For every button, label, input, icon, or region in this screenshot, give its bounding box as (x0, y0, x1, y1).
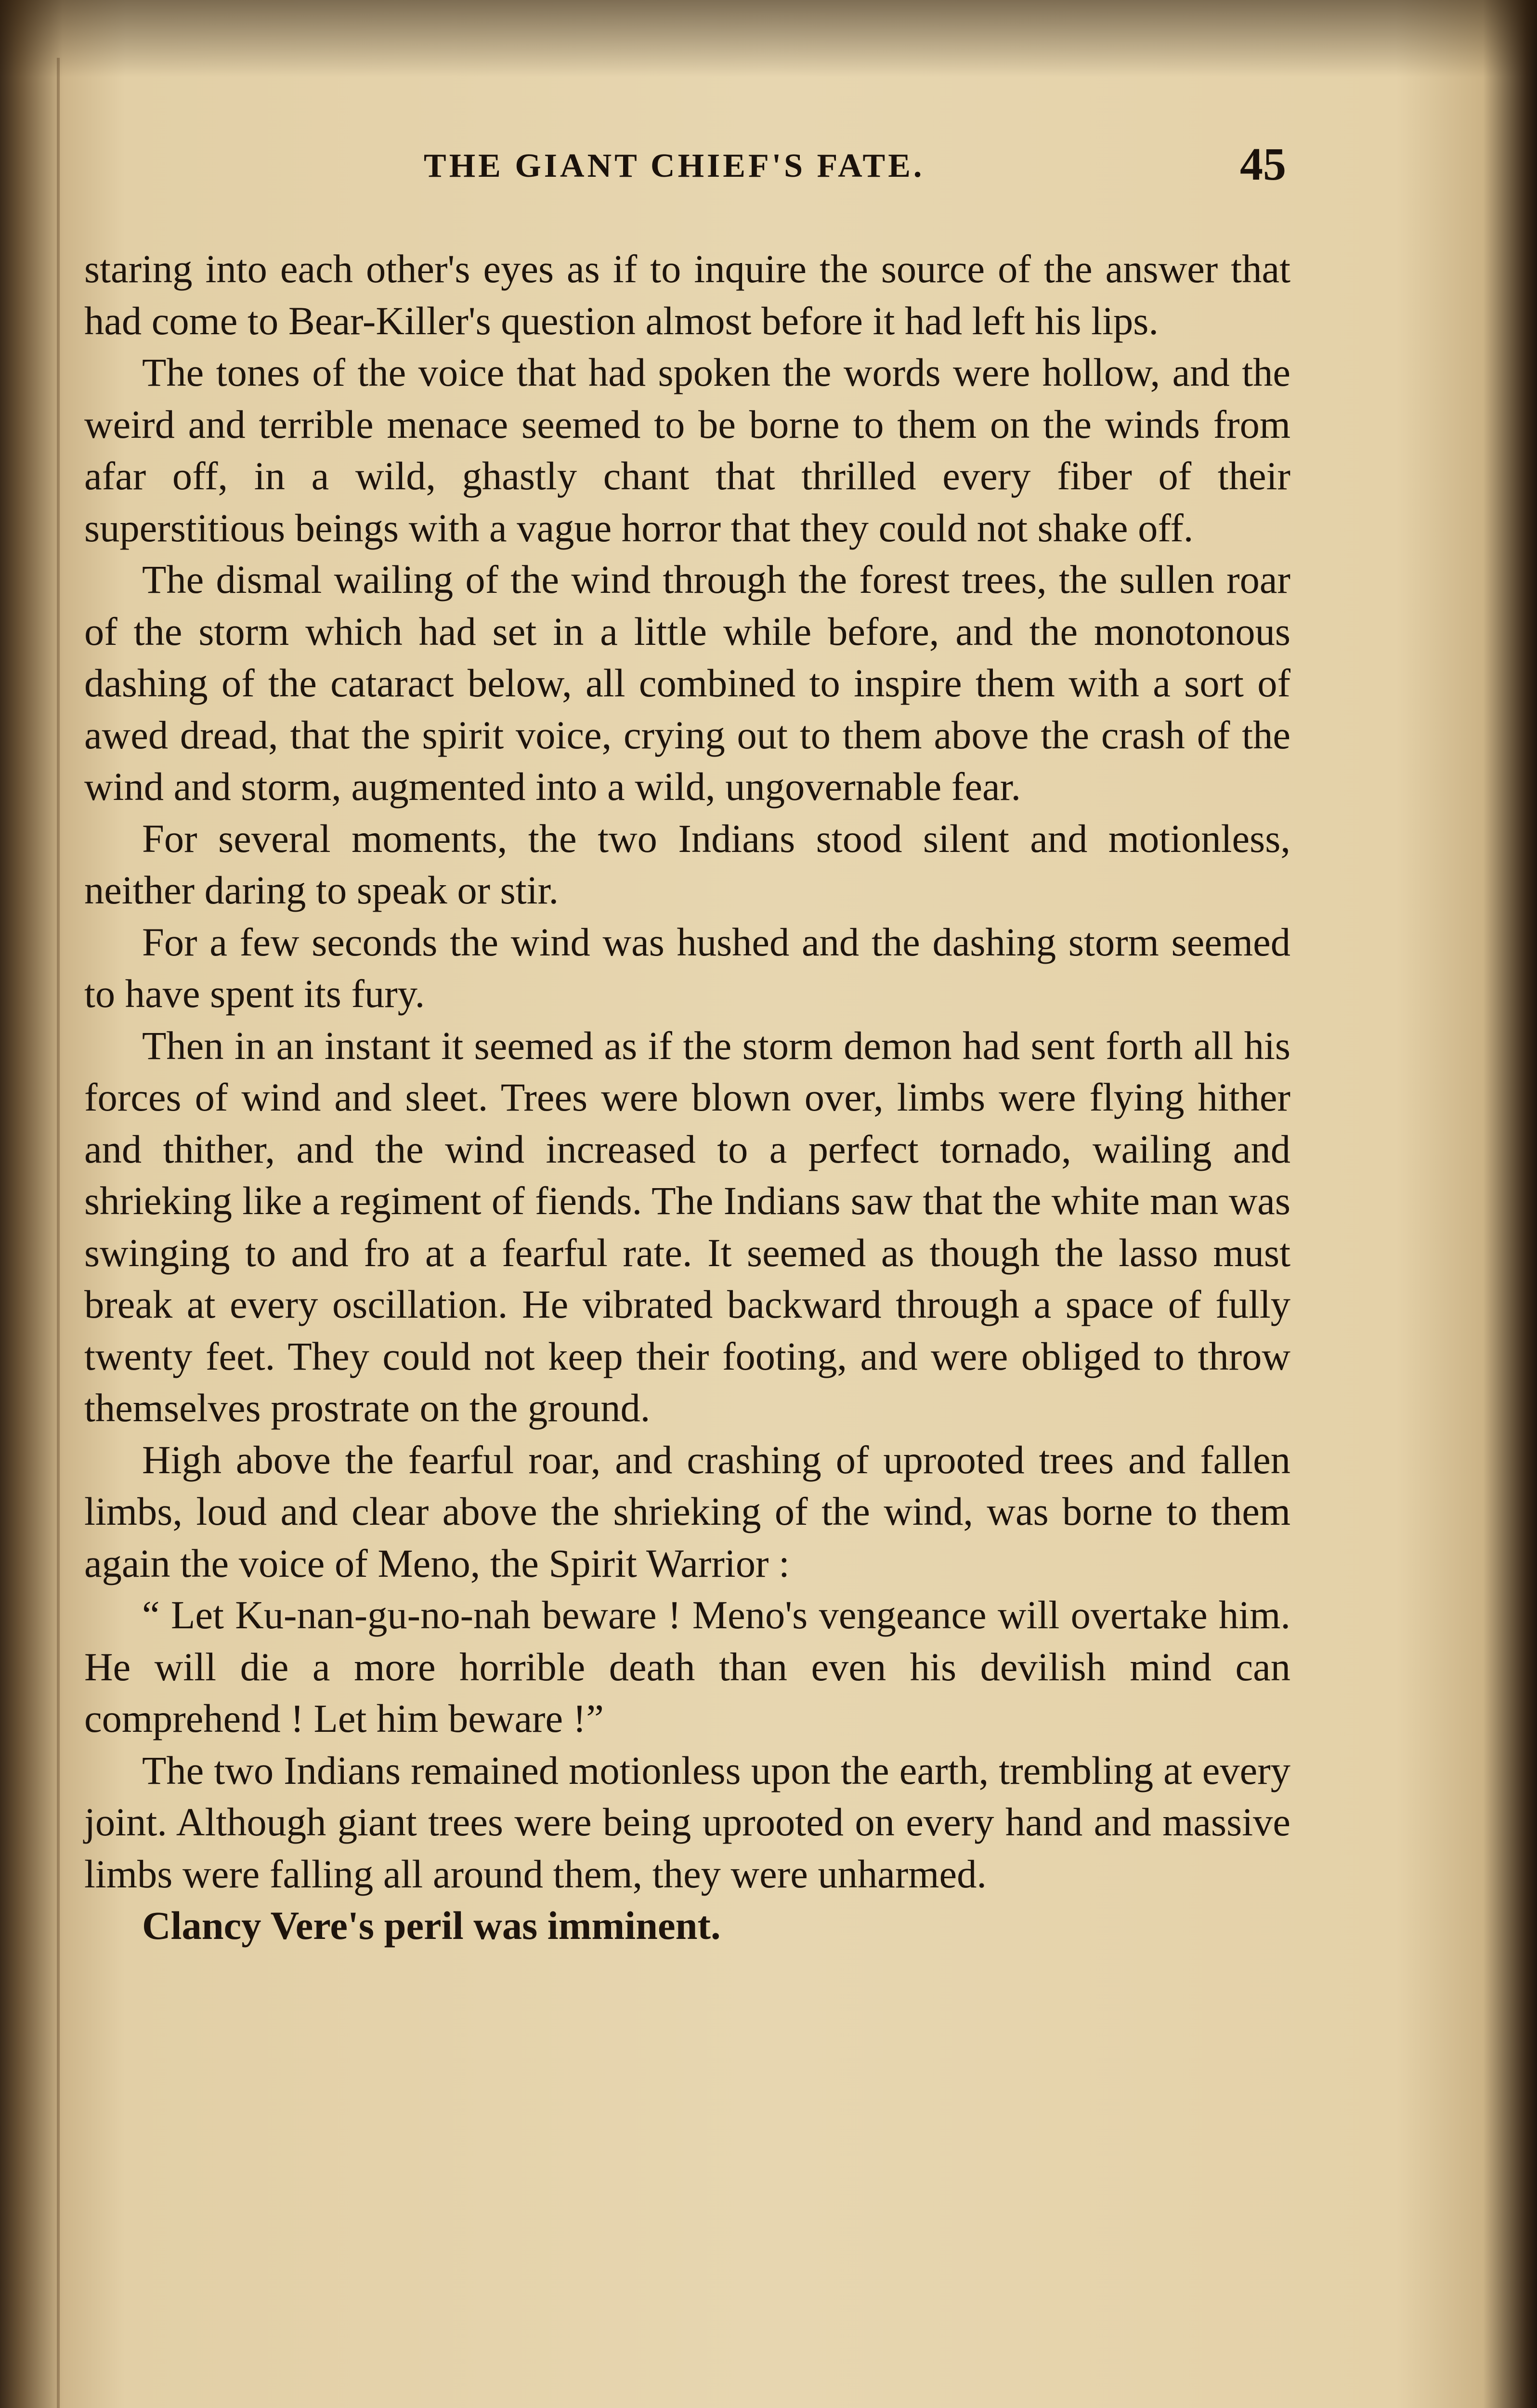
page-edge-shadow-top (0, 0, 1537, 77)
paragraph-6: Then in an instant it seemed as if the storm demon had sent forth all his forces of wind and sleet. Trees were blown over, limbs were flying hither and thither, and the wind increased to a perfect tornado, wailing and shrieking like a regiment of fiends. The Indians saw that the white man was swinging to and fro at a fearful rate. It seemed as though the lasso must break at every oscillation. He vibrated backward through a space of fully twenty feet. They could not keep their footing, and were obliged to throw themselves prostrate on the ground. (84, 1023, 1290, 1430)
paragraph-5: For a few seconds the wind was hushed and the dashing storm seemed to have spent its fury. (84, 919, 1290, 1016)
paragraph-7: High above the fearful roar, and crashing of uprooted trees and fallen limbs, loud and clear above the shrieking of the wind, was borne to them again the voice of Meno, the Spirit Warrior : (84, 1437, 1290, 1585)
running-header (0, 137, 1537, 195)
paragraph-3: The dismal wailing of the wind through the forest trees, the sullen roar of the storm which had set in a little while before, and the monotonous dashing of the cataract below, all combined to inspire them with a sort of awed dread, that the spirit voice, crying out to them above the crash of the wind and storm, augmented into a wild, ungovernable fear. (84, 557, 1290, 809)
paragraph-4: For several moments, the two Indians stood silent and motionless, neither daring to speak or stir. (84, 816, 1290, 912)
paragraph-2: The tones of the voice that had spoken the words were hollow, and the weird and terrible menace seemed to be borne to them on the winds from afar off, in a wild, ghastly chant that thrilled every fiber of their superstitious beings with a vague horror that they could not shake off. (84, 350, 1290, 550)
paragraph-9: The two Indians remained motionless upon the earth, trembling at every joint. Although giant trees were being uprooted on every hand and massive limbs were falling all around them, they were unharmed. (84, 1748, 1290, 1896)
page-number: 45 (1240, 138, 1286, 190)
paragraph-1: staring into each other's eyes as if to inquire the source of the answer that had come to Bear-Killer's question almost before it had left his lips. (84, 247, 1290, 343)
paragraph-8-quote: “ Let Ku-nan-gu-no-nah beware ! Meno's vengeance will overtake him. He will die a more horrible death than even his devilish mind can comprehend ! Let him beware !” (84, 1593, 1290, 1741)
paragraph-10: Clancy Vere's peril was imminent. (142, 1903, 721, 1948)
body-text (84, 243, 1290, 1952)
binding-gutter (57, 58, 60, 2408)
running-title: THE GIANT CHIEF'S FATE. (424, 147, 925, 184)
